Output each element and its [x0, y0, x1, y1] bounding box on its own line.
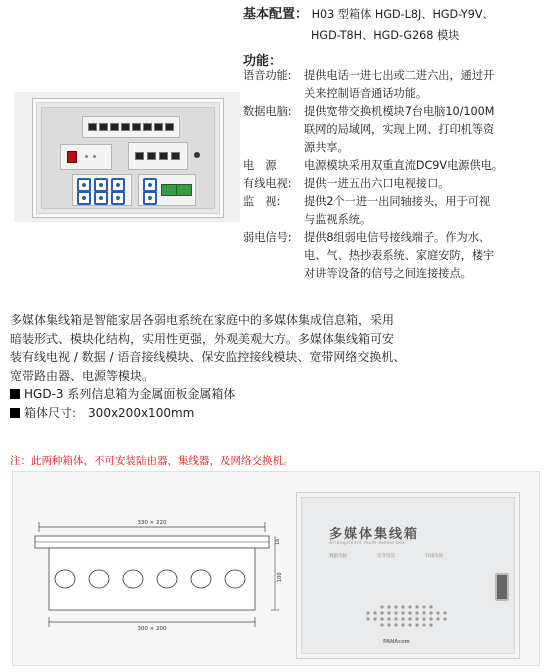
power-module	[60, 144, 112, 170]
spec-item-text: 联网的局域网，实现上网、打印机等资	[304, 123, 495, 136]
spec-item-text: 提供宽带交换机模块7台电脑10/100M	[304, 105, 495, 118]
spec-item-label: 监 视:	[243, 195, 281, 208]
function-heading: 功能：	[243, 54, 283, 69]
spec-config	[243, 6, 494, 23]
config-heading: 基本配置：	[243, 7, 309, 22]
technical-drawing	[13, 472, 293, 665]
spec-item-text: 提供一进五出六口电视接口。	[304, 177, 450, 190]
front-panel-label: 语音电话	[377, 554, 395, 559]
spec-item-text: 电源模块采用双重直流DC9V电源供电。	[304, 159, 504, 172]
dim-top-label: 330 × 220	[137, 520, 167, 526]
spec-item-text: 与监视系统。	[304, 213, 372, 226]
phone-module	[128, 142, 188, 170]
front-panel-subtitle: Arrangement multi-media box	[329, 541, 405, 546]
monitor-module	[138, 174, 196, 206]
spec-item-label: 语音功能:	[243, 69, 292, 82]
spec-item-text: 提供2个一进一出同轴接头，用于可视	[304, 195, 491, 208]
description-line: 多媒体集线箱是智能家居各弱电系统在家庭中的多媒体集成信息箱，采用	[10, 313, 395, 327]
vent-grille-icon	[363, 603, 453, 633]
spec-item-text: 源共享。	[304, 141, 349, 154]
front-panel-photo	[296, 492, 520, 659]
dim-bottom-label: 300 × 200	[137, 626, 167, 632]
description-line: 宽带路由器、电源等模块。	[10, 368, 155, 383]
spec-item-label: 有线电视:	[243, 177, 292, 190]
spec-item-text: 提供8组弱电信号接线端子。作为水、	[304, 231, 491, 244]
terminal-block-icon	[161, 184, 177, 196]
spec-item-label: 数据电脑:	[243, 105, 292, 118]
square-bullet-icon	[10, 389, 20, 399]
panel-photo	[14, 92, 240, 222]
spec-item-text: 电、气、热抄表系统、家庭安防，楼宇	[304, 249, 495, 262]
panel-backplate	[41, 107, 215, 209]
front-panel-brand: PANAcom	[383, 639, 410, 645]
coax-jack-icon	[77, 178, 91, 192]
bullet-item: HGD-3 系列信息箱为金属面板金属箱体	[10, 385, 540, 404]
description-line: 暗装形式、模块化结构，实用性更强，外观美观大方。多媒体集线箱可安	[10, 331, 395, 346]
description-line: 装有线电视 / 数据 / 语音接线模块、保安监控接线模块、宽带网络交换机、	[10, 350, 406, 364]
panel-frame	[32, 98, 224, 218]
spec-item-text: 提供电话一进七出或二进六出，通过开	[304, 69, 495, 82]
spec-item-text: 关来控制语音通话功能。	[304, 87, 428, 100]
spec-item-text: 对讲等设备的信号之间连接接点。	[304, 267, 472, 280]
spec-item-label: 电 源	[243, 159, 277, 172]
spec-item-label: 弱电信号:	[243, 231, 292, 244]
front-panel-label: 有线电视	[425, 554, 443, 559]
bullet-item: 箱体尺寸: 300x200x100mm	[10, 404, 540, 423]
network-switch-module	[82, 116, 180, 138]
door-latch-icon	[495, 573, 509, 601]
tv-module	[72, 174, 132, 206]
drawing-area	[12, 471, 540, 666]
description	[10, 311, 540, 422]
config-line-2: HGD-T8H、HGD-G268 模块	[311, 29, 460, 42]
config-line-1: H03 型箱体 HGD-L8J、HGD-Y9V、	[311, 8, 494, 21]
front-panel-label: 数据电脑	[329, 554, 347, 559]
dim-depth-label: 16	[275, 538, 281, 545]
square-bullet-icon	[10, 408, 20, 418]
warning-note: 注：此两种箱体，不可安装陆由器，集线器，及网络交换机。	[10, 455, 294, 467]
power-switch-icon	[67, 151, 77, 163]
dim-side-label: 100	[277, 572, 283, 582]
front-panel-title: 多媒体集线箱	[329, 527, 420, 542]
